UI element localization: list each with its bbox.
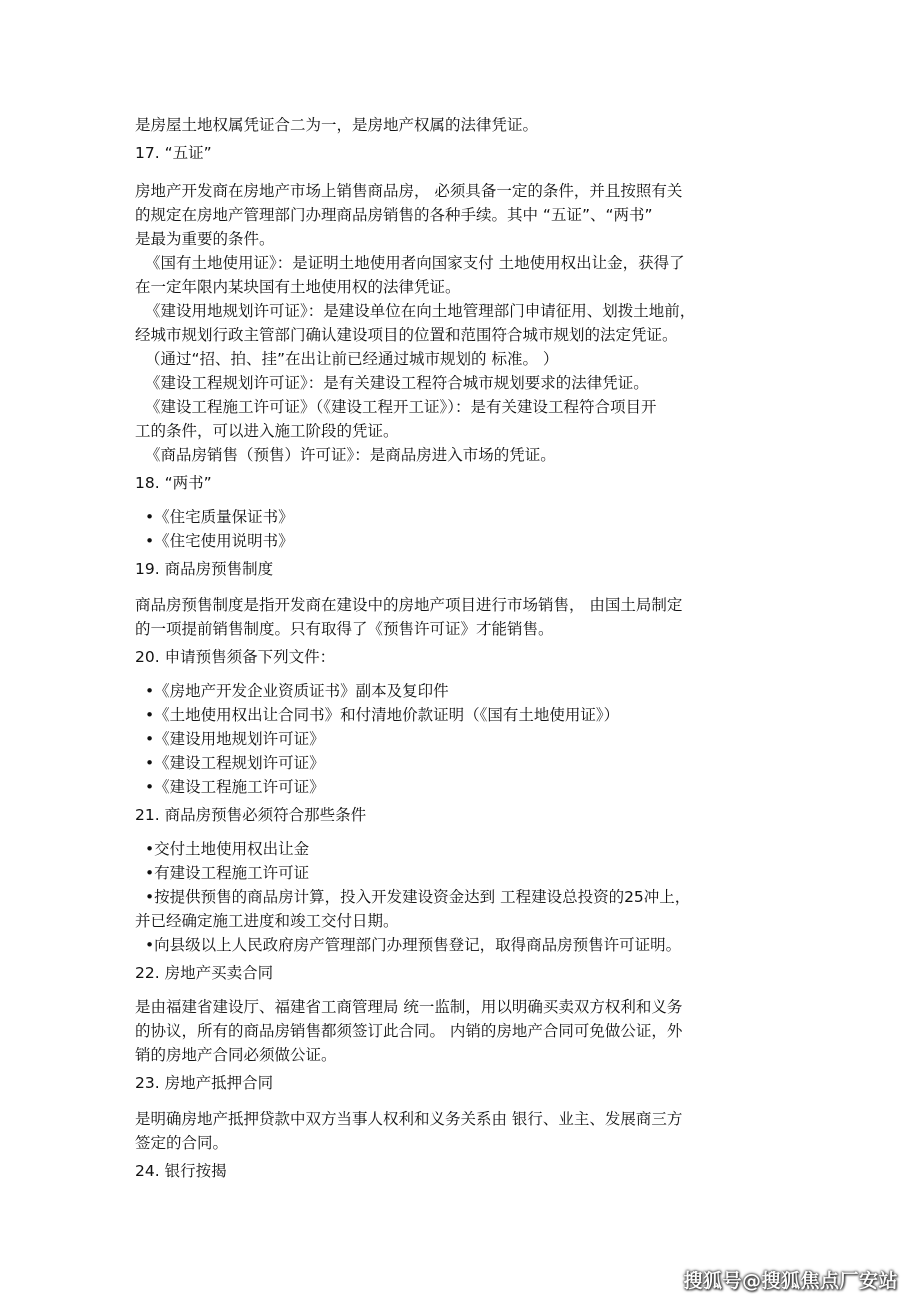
text-line: 房地产开发商在房地产市场上销售商品房， 必须具备一定的条件，并且按照有关 <box>135 182 683 200</box>
list-item: •《房地产开发企业资质证书》副本及复印件 <box>145 682 449 700</box>
text-line: 经城市规划行政主管部门确认建设项目的位置和范围符合城市规划的法定凭证。 <box>135 326 678 344</box>
list-item: •《建设用地规划许可证》 <box>145 730 325 748</box>
section-heading-17: 17. “五证” <box>135 144 212 162</box>
text-line: 是由福建省建设厅、福建省工商管理局 统一监制，用以明确买卖双方权利和义务 <box>135 998 683 1016</box>
text-line: 工的条件，可以进入施工阶段的凭证。 <box>135 422 399 440</box>
section-heading-22: 22. 房地产买卖合同 <box>135 964 274 982</box>
list-item: •《住宅质量保证书》 <box>145 508 294 526</box>
text-line: 的一项提前销售制度。只有取得了《预售许可证》才能销售。 <box>135 620 554 638</box>
list-item: •《土地使用权出让合同书》和付清地价款证明（《国有土地使用证》） <box>145 706 620 724</box>
text-line: 《国有土地使用证》：是证明土地使用者向国家支付 土地使用权出让金，获得了 <box>145 254 685 272</box>
text-line: 是房屋土地权属凭证合二为一，是房地产权属的法律凭证。 <box>135 116 539 134</box>
text-line: 《建设工程施工许可证》（《建设工程开工证》）：是有关建设工程符合项目开 <box>145 398 657 416</box>
section-heading-18: 18. “两书” <box>135 474 212 492</box>
text-line: 的规定在房地产管理部门办理商品房销售的各种手续。其中 “五证”、“两书” <box>135 206 653 224</box>
list-item: •按提供预售的商品房计算，投入开发建设资金达到 工程建设总投资的25冲上， <box>145 888 691 906</box>
text-line: 《建设工程规划许可证》：是有关建设工程符合城市规划要求的法律凭证。 <box>145 374 649 392</box>
text-line: （通过“招、拍、挂”在出让前已经通过城市规划的 标准。 ） <box>145 350 559 368</box>
list-item: •《建设工程规划许可证》 <box>145 754 325 772</box>
text-line: 销的房地产合同必须做公证。 <box>135 1046 337 1064</box>
text-line: 签定的合同。 <box>135 1134 229 1152</box>
text-line: 商品房预售制度是指开发商在建设中的房地产项目进行市场销售， 由国土局制定 <box>135 596 683 614</box>
watermark: 搜狐号@搜狐焦点厂安站 <box>683 1270 898 1292</box>
section-heading-20: 20. 申请预售须备下列文件： <box>135 648 336 666</box>
text-line: 是明确房地产抵押贷款中双方当事人权利和义务关系由 银行、业主、发展商三方 <box>135 1110 683 1128</box>
section-heading-19: 19. 商品房预售制度 <box>135 560 274 578</box>
text-line: 并已经确定施工进度和竣工交付日期。 <box>135 912 399 930</box>
text-line: 是最为重要的条件。 <box>135 230 275 248</box>
text-line: 的协议，所有的商品房销售都须签订此合同。 内销的房地产合同可免做公证，外 <box>135 1022 683 1040</box>
list-item: •交付土地使用权出让金 <box>145 840 310 858</box>
list-item: •向县级以上人民政府房产管理部门办理预售登记，取得商品房预售许可证明。 <box>145 936 682 954</box>
text-line: 《商品房销售（预售）许可证》：是商品房进入市场的凭证。 <box>145 446 556 464</box>
list-item: •《住宅使用说明书》 <box>145 532 294 550</box>
section-heading-24: 24. 银行按揭 <box>135 1162 227 1180</box>
list-item: •有建设工程施工许可证 <box>145 864 310 882</box>
list-item: •《建设工程施工许可证》 <box>145 778 325 796</box>
section-heading-21: 21. 商品房预售必须符合那些条件 <box>135 806 367 824</box>
text-line: 《建设用地规划许可证》：是建设单位在向土地管理部门申请征用、划拨土地前， <box>145 302 696 320</box>
text-line: 在一定年限内某块国有土地使用权的法律凭证。 <box>135 278 461 296</box>
section-heading-23: 23. 房地产抵押合同 <box>135 1074 274 1092</box>
